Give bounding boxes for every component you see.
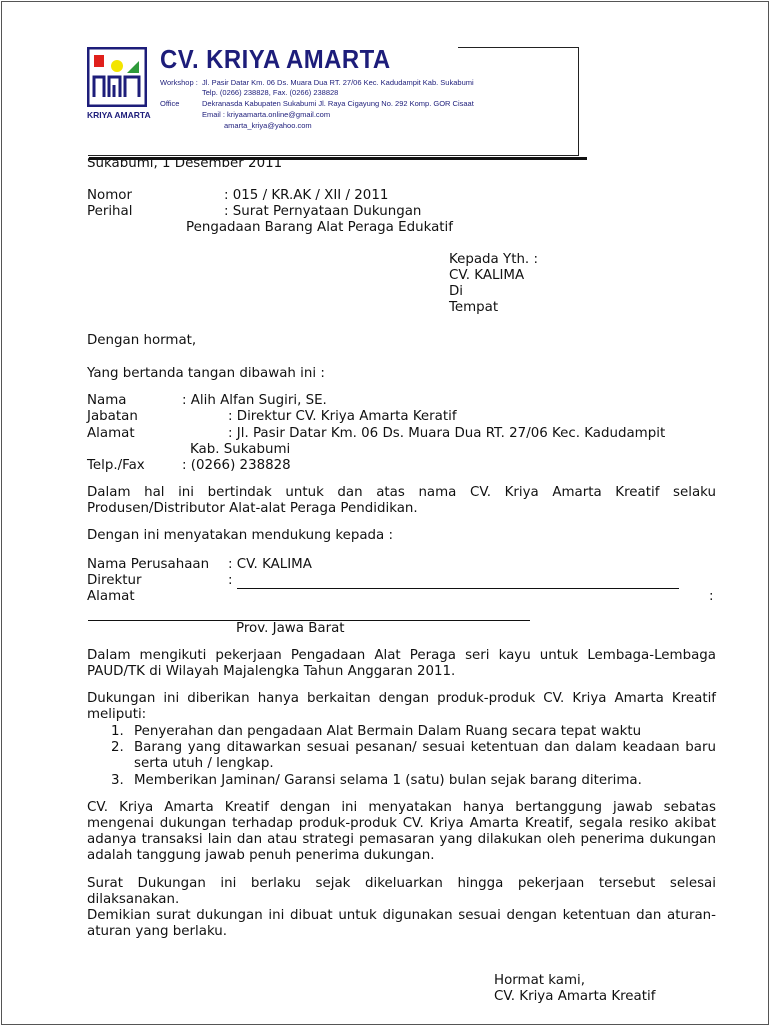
- list-item-number: 3.: [111, 773, 124, 788]
- nama-value: : Alih Alfan Sugiri, SE.: [182, 393, 327, 408]
- regards: Hormat kami,: [494, 973, 586, 988]
- nama-label: Nama: [87, 393, 127, 408]
- greeting: Dengan hormat,: [87, 333, 197, 348]
- recipient-line-4: Tempat: [449, 300, 499, 315]
- direktur-colon: :: [228, 573, 233, 588]
- support-intro: Dengan ini menyatakan mendukung kepada :: [87, 528, 394, 543]
- validity-paragraph: Surat Dukungan ini berlaku sejak dikeluarkan hingga pekerjaan tersebut selesai dilaksanakan.: [87, 876, 716, 907]
- alamat-value-2: Kab. Sukabumi: [190, 442, 291, 457]
- jabatan-value: : Direktur CV. Kriya Amarta Keratif: [228, 409, 457, 424]
- office-address: Dekranasda Kabupaten Sukabumi Jl. Raya Cigayung No. 292 Komp. GOR Cisaat: [202, 99, 474, 108]
- list-item-number: 2.: [111, 740, 124, 755]
- recipient-line-1: Kepada Yth. :: [449, 252, 538, 267]
- nomor-value: : 015 / KR.AK / XII / 2011: [224, 188, 389, 203]
- company-name: CV. KRIYA AMARTA: [160, 44, 391, 74]
- alamat2-label: Alamat: [87, 589, 135, 604]
- company-logo-icon: [87, 47, 147, 107]
- scope-paragraph: Dukungan ini diberikan hanya berkaitan dengan produk-produk CV. Kriya Amarta Kreatif meliputi:: [87, 691, 716, 722]
- telp-label: Telp./Fax: [87, 458, 145, 473]
- recipient-line-2: CV. KALIMA: [449, 268, 525, 283]
- recipient-line-3: Di: [449, 284, 464, 299]
- intro: Yang bertanda tangan dibawah ini :: [87, 366, 325, 381]
- list-item-number: 1.: [111, 724, 124, 739]
- closing-paragraph: Demikian surat dukungan ini dibuat untuk digunakan sesuai dengan ketentuan dan aturan-aturan yang berlaku.: [87, 908, 716, 939]
- office-email-2: amarta_kriya@yahoo.com: [224, 121, 312, 130]
- signatory: CV. Kriya Amarta Kreatif: [494, 989, 656, 1004]
- place-date: Sukabumi, 1 Desember 2011: [87, 156, 283, 171]
- logo-caption: KRIYA AMARTA: [87, 110, 151, 120]
- project-paragraph: Dalam mengikuti pekerjaan Pengadaan Alat Peraga seri kayu untuk Lembaga-Lembaga PAUD/TK di Wilayah Majalengka Tahun Anggaran 2011.: [87, 648, 716, 679]
- perusahaan-value: : CV. KALIMA: [228, 557, 312, 572]
- direktur-blank-line: [237, 572, 679, 589]
- office-email: Email : kriyaamarta.online@gmail.com: [202, 110, 331, 119]
- office-label: Office: [160, 99, 180, 108]
- alamat2-colon: :: [709, 589, 714, 604]
- perihal-value: : Surat Pernyataan Dukungan: [224, 204, 422, 219]
- perihal-value-2: Pengadaan Barang Alat Peraga Edukatif: [186, 220, 453, 235]
- perihal-label: Perihal: [87, 204, 133, 219]
- list-item-text: Memberikan Jaminan/ Garansi selama 1 (satu) bulan sejak barang diterima.: [134, 773, 642, 788]
- alamat-value: : Jl. Pasir Datar Km. 06 Ds. Muara Dua RT. 27/06 Kec. Kadudampit: [228, 426, 666, 441]
- alamat2-blank-line: [88, 604, 530, 621]
- acting-paragraph: Dalam hal ini bertindak untuk dan atas nama CV. Kriya Amarta Kreatif selaku Produsen/Distributor Alat-alat Peraga Pendidikan.: [87, 485, 716, 516]
- workshop-label: Workshop :: [160, 78, 198, 87]
- alamat-label: Alamat: [87, 426, 135, 441]
- province: Prov. Jawa Barat: [236, 621, 345, 636]
- nomor-label: Nomor: [87, 188, 132, 203]
- responsibility-paragraph: CV. Kriya Amarta Kreatif dengan ini menyatakan hanya bertanggung jawab sebatas mengenai dukungan terhadap produk-produk CV. Kriya Amarta Kreatif, segala resiko akibat adanya transaksi lain dan atau strategi pemasaran yang dilakukan oleh penerima dukungan adalah tanggung jawab penuh penerima dukungan.: [87, 800, 716, 863]
- list-item-text: Penyerahan dan pengadaan Alat Bermain Dalam Ruang secara tepat waktu: [134, 724, 642, 739]
- list-item-text: Barang yang ditawarkan sesuai pesanan/ sesuai ketentuan dan dalam keadaan baru serta utuh / lengkap.: [134, 740, 716, 771]
- perusahaan-label: Nama Perusahaan: [87, 557, 210, 572]
- workshop-phone: Telp. (0266) 238828, Fax. (0266) 238828: [202, 88, 339, 97]
- jabatan-label: Jabatan: [87, 409, 138, 424]
- direktur-label: Direktur: [87, 573, 142, 588]
- workshop-address: Jl. Pasir Datar Km. 06 Ds. Muara Dua RT. 27/06 Kec. Kadudampit Kab. Sukabumi: [202, 78, 474, 87]
- telp-value: : (0266) 238828: [182, 458, 291, 473]
